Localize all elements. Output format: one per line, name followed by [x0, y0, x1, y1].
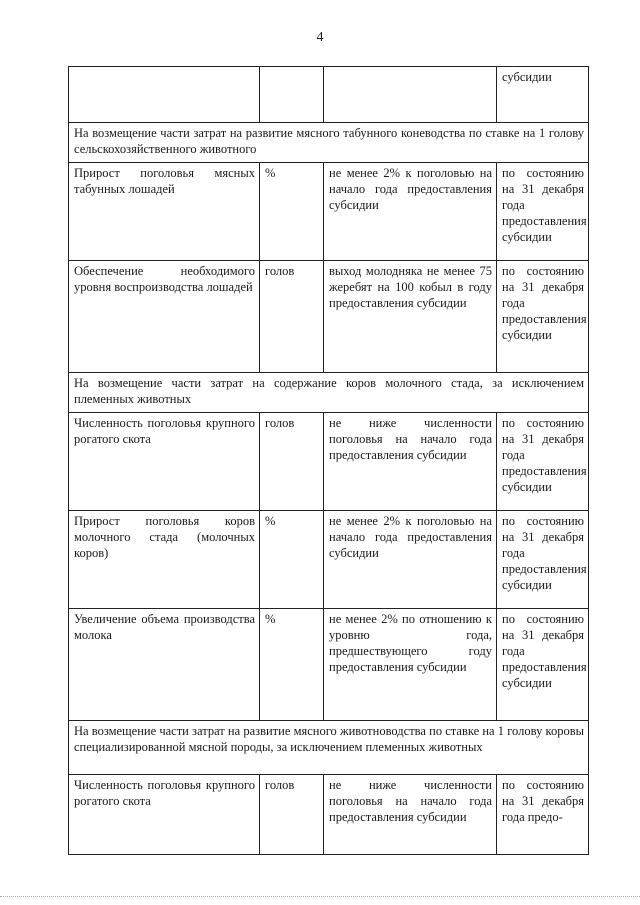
table-cell	[324, 67, 497, 123]
date-cell: по состоянию на 31 декабря года предоставления субсидии	[497, 609, 589, 721]
unit-cell: голов	[260, 261, 324, 373]
value-cell: не менее 2% по отношению к уровню года, предшествующего году предоставления субсидии	[324, 609, 497, 721]
indicators-table	[68, 66, 589, 855]
page-number: 4	[316, 30, 324, 45]
unit-cell: голов	[260, 413, 324, 511]
value-cell: не ниже численности поголовья на начало года предоставления субсидии	[324, 775, 497, 855]
page-bottom-rule	[0, 896, 640, 897]
unit-cell: %	[260, 609, 324, 721]
table-row	[69, 261, 589, 373]
unit-cell: голов	[260, 775, 324, 855]
date-cell: по состоянию на 31 декабря года предоставления субсидии	[497, 511, 589, 609]
table-row	[69, 163, 589, 261]
unit-cell: %	[260, 511, 324, 609]
section-header-row	[69, 721, 589, 775]
date-cell: по состоянию на 31 декабря года предоставления субсидии	[497, 413, 589, 511]
date-cell: по состоянию на 31 декабря года предоставления субсидии	[497, 261, 589, 373]
indicator-cell: Прирост поголовья коров молочного стада (молочных коров)	[69, 511, 260, 609]
table-row	[69, 775, 589, 855]
indicator-cell: Численность поголовья крупного рогатого скота	[69, 775, 260, 855]
section-title: На возмещение части затрат на развитие мясного животноводства по ставке на 1 голову коровы специализированной мясной породы, за исключением племенных животных	[69, 721, 589, 775]
table-row	[69, 67, 589, 123]
section-title: На возмещение части затрат на развитие мясного табунного коневодства по ставке на 1 голову сельскохозяйственного животного	[69, 123, 589, 163]
value-cell: не менее 2% к поголовью на начало года предоставления субсидии	[324, 511, 497, 609]
table-cell	[260, 67, 324, 123]
value-cell: выход молодняка не менее 75 жеребят на 100 кобыл в году предоставления субсидии	[324, 261, 497, 373]
table-row	[69, 511, 589, 609]
table-cell	[69, 67, 260, 123]
indicator-cell: Прирост поголовья мясных табунных лошадей	[69, 163, 260, 261]
section-title: На возмещение части затрат на содержание коров молочного стада, за исключением племенных животных	[69, 373, 589, 413]
table-row	[69, 609, 589, 721]
indicator-cell: Обеспечение необходимого уровня воспроизводства лошадей	[69, 261, 260, 373]
unit-cell: %	[260, 163, 324, 261]
table-row	[69, 413, 589, 511]
indicator-cell: Численность поголовья крупного рогатого скота	[69, 413, 260, 511]
value-cell: не менее 2% к поголовью на начало года предоставления субсидии	[324, 163, 497, 261]
table-cell: субсидии	[497, 67, 589, 123]
date-cell: по состоянию на 31 декабря года предоставления субсидии	[497, 163, 589, 261]
indicator-cell: Увеличение объема производства молока	[69, 609, 260, 721]
date-cell: по состоянию на 31 декабря года предо-	[497, 775, 589, 855]
section-header-row	[69, 373, 589, 413]
value-cell: не ниже численности поголовья на начало года предоставления субсидии	[324, 413, 497, 511]
section-header-row	[69, 123, 589, 163]
